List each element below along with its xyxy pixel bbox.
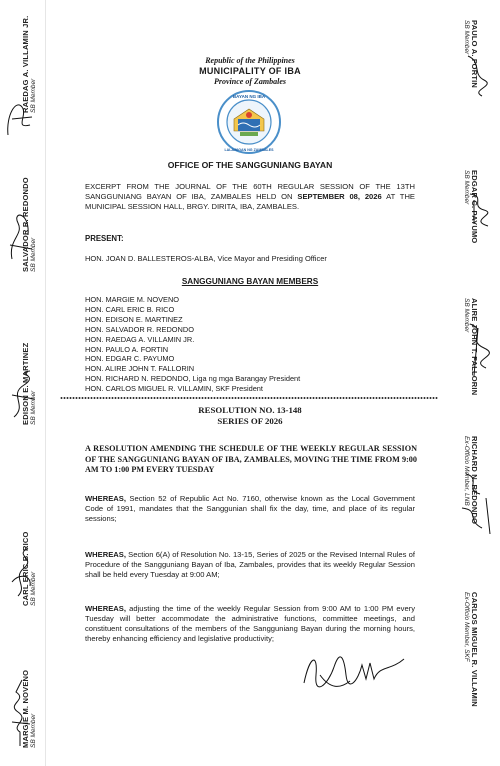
right-signatory: RICHARD N. REDONDO Ex-Officio Member, LNB [463, 436, 479, 525]
margin-signature [6, 542, 38, 602]
member-item: HON. CARL ERIC B. RICO [85, 304, 175, 314]
member-item: HON. CARLOS MIGUEL R. VILLAMIN, SKF President [85, 384, 263, 394]
margin-signature [4, 205, 38, 265]
municipal-seal-icon [216, 89, 282, 155]
member-item: HON. RAEDAG A. VILLAMIN JR. [85, 334, 195, 344]
whereas-clause [85, 494, 415, 524]
member-list [85, 295, 300, 394]
margin-signature [4, 669, 38, 752]
margin-signature [460, 318, 496, 382]
right-signatory: PAULO A. FORTIN SB Member [463, 20, 479, 88]
right-signatory: EDGAR C. PAYUMO SB Member [463, 170, 479, 244]
margin-signature [4, 365, 38, 423]
right-signatory: ALIRE JOHN T. FALLORIN SB Member [463, 298, 479, 396]
page-border [45, 0, 46, 766]
seal-top-text: BAYAN NG IBA [232, 94, 266, 99]
whereas-clause [85, 604, 415, 644]
left-signatory: CARL ERIC B. RICO SB Member [21, 531, 37, 606]
page-signature [300, 645, 410, 693]
star-divider [60, 396, 438, 400]
member-item: HON. SALVADOR R. REDONDO [85, 324, 194, 334]
member-item: HON. RICHARD N. REDONDO, Liga ng mga Barangay President [85, 374, 301, 384]
member-item: HON. MARGIE M. NOVENO [85, 295, 180, 304]
whereas-clause [85, 550, 415, 580]
office-title: OFFICE OF THE SANGGUNIANG BAYAN [167, 160, 333, 170]
session-date: SEPTEMBER 08, 2026 [297, 192, 382, 201]
republic-line: Republic of the Philippines [205, 56, 295, 65]
resolution-number: RESOLUTION NO. 13-148 [198, 405, 302, 415]
journal-excerpt [85, 182, 415, 212]
seal-bottom-text: LALAWIGAN NG ZAMBALES [224, 148, 274, 152]
municipality-title: MUNICIPALITY OF IBA [199, 66, 301, 76]
margin-signature [462, 50, 492, 100]
whereas-text: Section 52 of Republic Act No. 7160, otherwise known as the Local Government Code of 1991, mandates that the Sanggunian shall fix the day, time, and place of its regular sessions; [85, 494, 415, 523]
member-item: HON. EDISON E. MARTINEZ [85, 314, 183, 324]
member-item: HON. PAULO A. FORTIN [85, 344, 169, 354]
resolution-series: SERIES OF 2026 [217, 416, 283, 426]
member-item: HON. EDGAR C. PAYUMO [85, 354, 175, 364]
excerpt-text-end: AT THE MUNICIPAL SESSION HALL, BRGY. DIRITA, IBA, ZAMBALES. [85, 192, 415, 211]
whereas-text: adjusting the time of the weekly Regular Session from 9:00 AM to 1:00 PM every Tuesday will better accommodate the administrative functions, committee meetings, and constituent consultations of the members of the Sangguniang Bayan during the morning hours, thereby enhancing efficiency and legislative productivity; [85, 604, 415, 643]
whereas-lead: WHEREAS, [85, 494, 126, 503]
left-signatory: EDISON E. MARTINEZ SB Member [21, 342, 37, 425]
whereas-text: Section 6(A) of Resolution No. 13-15, Series of 2025 or the Revised Internal Rules of Procedure of the Sangguniang Bayan of Iba, Zambales, provides that its weekly Regular Session shall be held every Tuesday at 9:00 AM; [85, 550, 415, 579]
presiding-officer: HON. JOAN D. BALLESTEROS-ALBA, Vice Mayor and Presiding Officer [85, 254, 327, 263]
right-signatory: CARLOS MIGUEL R. VILLAMIN Ex-Officio Member, SKF [463, 592, 479, 707]
member-item: HON. ALIRE JOHN T. FALLORIN [85, 364, 195, 374]
excerpt-text: EXCERPT FROM THE JOURNAL OF THE 60TH REGULAR SESSION OF THE 13TH SANGGUNIANG BAYAN OF IBA, ZAMBALES HELD ON [85, 182, 415, 201]
present-label: PRESENT: [85, 234, 124, 243]
margin-signature [462, 186, 496, 234]
province-line: Province of Zambales [214, 77, 286, 86]
resolution-title: A RESOLUTION AMENDING THE SCHEDULE OF THE WEEKLY REGULAR SESSION OF THE SANGGUNIANG BAYAN OF IBA, ZAMBALES, MOVING THE TIME FROM 9:00 AM TO 1:00 PM EVERY TUESDAY [85, 444, 417, 474]
left-signatory: MARGIE M. NOVENO SB Member [21, 669, 37, 748]
left-signatory: SALVADOR R. REDONDO SB Member [21, 177, 37, 272]
left-signatory: RAEDAG A. VILLAMIN JR. SB Member [21, 15, 37, 113]
margin-signature [452, 468, 496, 538]
members-heading: SANGGUNIANG BAYAN MEMBERS [181, 277, 319, 286]
whereas-lead: WHEREAS, [85, 604, 126, 613]
whereas-lead: WHEREAS, [85, 550, 126, 559]
margin-signature [2, 95, 38, 141]
